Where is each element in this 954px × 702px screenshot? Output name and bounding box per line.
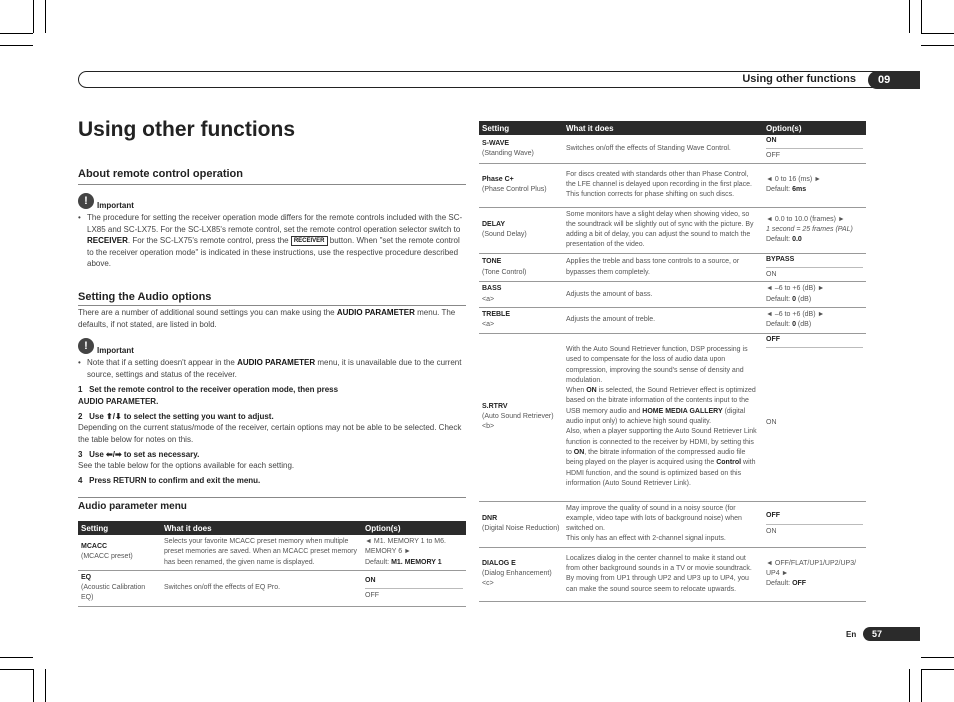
crop-mark bbox=[0, 669, 33, 670]
table-row: TONE (Tone Control) Applies the treble and bass tone controls to a source, or bypasses them completely. BYPASS ON bbox=[479, 253, 866, 282]
crop-mark bbox=[921, 657, 954, 658]
col-options: Option(s) bbox=[362, 521, 466, 535]
audio-options-heading: Setting the Audio options bbox=[78, 291, 212, 303]
crop-mark bbox=[921, 669, 922, 702]
table-header-row bbox=[78, 521, 466, 535]
important-label: Important bbox=[97, 201, 134, 210]
table-header-row bbox=[479, 121, 866, 135]
step-4: 4 Press RETURN to confirm and exit the menu. bbox=[78, 476, 261, 485]
crop-mark bbox=[33, 0, 34, 33]
audio-note: • Note that if a setting doesn't appear in the AUDIO PARAMETER menu, it is unavailable due to the current source, settings and status of the receiver. bbox=[78, 357, 466, 380]
crop-mark bbox=[921, 45, 954, 46]
table-row: DNR (Digital Noise Reduction) May improve the quality of sound in a noisy source (for example, video tape with lots of background noise) when switched on. This only has an effect with 2-channel signal inputs. OFF ON bbox=[479, 501, 866, 547]
important-icon: ! bbox=[78, 338, 94, 354]
table-row: S.RTRV (Auto Sound Retriever) <b> With the Auto Sound Retriever function, DSP processing is used to compensate for the loss of audio data upon compression, improving the sound's sense of density and modulation. When ON is selected, the Sound Retriever effect is optimized based on the bitrate information of the contents input to the USB memory audio and HOME MEDIA GALLERY (digital audio input only) to achieve high sound quality. Also, when a player supporting the Auto Sound Retriever Link function is connected to the receiver by HDMI, by setting this to ON, the bitrate information of the compressed audio file being played on the player is acquired using the Control with HDMI function, and the sound is optimized based on this information (Auto Sound Retriever Link). OFF ON bbox=[479, 333, 866, 501]
step-2: 2 Use ⬆/⬇ to select the setting you want to adjust. bbox=[78, 412, 274, 421]
divider bbox=[78, 497, 466, 498]
chapter-badge: 09 bbox=[868, 71, 920, 89]
step-2-note: Depending on the current status/mode of the receiver, certain options may not be able to be selected. Check the table below for notes on this. bbox=[78, 423, 462, 444]
col-what: What it does bbox=[161, 521, 362, 535]
table-row: DELAY (Sound Delay) Some monitors have a slight delay when showing video, so the soundtrack will be slightly out of sync with the picture. By adding a bit of delay, you can adjust the sound to match the presentation of the video. ◄ 0.0 to 10.0 (frames) ► 1 second = 25 frames (PAL) Default: 0.0 bbox=[479, 207, 866, 253]
crop-mark bbox=[0, 33, 33, 34]
col-options: Option(s) bbox=[763, 121, 866, 135]
crop-mark bbox=[921, 33, 954, 34]
crop-mark bbox=[45, 0, 46, 33]
menu-heading: Audio parameter menu bbox=[78, 501, 187, 512]
divider bbox=[78, 184, 466, 185]
crop-mark bbox=[909, 0, 910, 33]
table-row: S-WAVE (Standing Wave) Switches on/off the effects of Standing Wave Control. ON OFF bbox=[479, 135, 866, 163]
right-settings-table bbox=[479, 121, 866, 602]
header-section-title: Using other functions bbox=[742, 73, 856, 85]
crop-mark bbox=[909, 669, 910, 702]
important-icon: ! bbox=[78, 193, 94, 209]
page-title: Using other functions bbox=[78, 118, 295, 141]
important-label: Important bbox=[97, 346, 134, 355]
receiver-key-icon: RECEIVER bbox=[291, 236, 328, 246]
crop-mark bbox=[0, 45, 33, 46]
about-heading: About remote control operation bbox=[78, 168, 243, 180]
table-row: EQ (Acoustic Calibration EQ) Switches on/off the effects of EQ Pro. ON OFF bbox=[78, 570, 466, 606]
table-row: MCACC (MCACC preset) Selects your favorite MCACC preset memory when multiple preset memories are saved. When an MCACC preset memory has been renamed, the given name is displayed. ◄ M1. MEMORY 1 to M6. MEMORY 6 ► Default: M1. MEMORY 1 bbox=[78, 535, 466, 570]
table-row: DIALOG E (Dialog Enhancement) <c> Localizes dialog in the center channel to make it stand out from other background sounds in a TV or movie soundtrack. By moving from UP1 through UP2 and UP3 up to UP4, you can make the sound source seem to relocate upwards. ◄ OFF/FLAT/UP1/UP2/UP3/ UP4 ► Default: OFF bbox=[479, 547, 866, 601]
col-setting: Setting bbox=[479, 121, 563, 135]
step-3: 3 Use ⬅/➡ to set as necessary. bbox=[78, 450, 200, 459]
col-setting: Setting bbox=[78, 521, 161, 535]
divider bbox=[78, 305, 466, 306]
crop-mark bbox=[921, 0, 922, 33]
col-what: What it does bbox=[563, 121, 763, 135]
left-settings-table bbox=[78, 521, 466, 607]
about-note: • The procedure for setting the receiver operation mode differs for the remote controls included with the SC-LX85 and SC-LX75. For the SC-LX85's remote control, set the remote control operation selector switch to RECEIVER. For the SC-LX75's remote control, press the RECEIVER button. When "set the remote control to the receiver operation mode" is indicated in these instructions, use the respective procedure described above. bbox=[78, 212, 466, 270]
crop-mark bbox=[33, 669, 34, 702]
page-number: 57 bbox=[863, 627, 920, 641]
table-row: BASS <a> Adjusts the amount of bass. ◄ –6 to +6 (dB) ► Default: 0 (dB) bbox=[479, 282, 866, 308]
step-1: 1 Set the remote control to the receiver operation mode, then press AUDIO PARAMETER. bbox=[78, 385, 339, 406]
table-row: Phase C+ (Phase Control Plus) For discs created with standards other than Phase Control, the LFE channel is delayed upon recording in the first place. This function corrects for phase shifting on such discs. ◄ 0 to 16 (ms) ► Default: 6ms bbox=[479, 163, 866, 207]
table-row: TREBLE <a> Adjusts the amount of treble. ◄ –6 to +6 (dB) ► Default: 0 (dB) bbox=[479, 307, 866, 333]
footer-language: En bbox=[846, 630, 857, 639]
crop-mark bbox=[921, 669, 954, 670]
crop-mark bbox=[0, 657, 33, 658]
step-3-note: See the table below for the options available for each setting. bbox=[78, 461, 295, 470]
crop-mark bbox=[45, 669, 46, 702]
audio-intro: There are a number of additional sound settings you can make using the AUDIO PARAMETER menu. The defaults, if not stated, are listed in bold. bbox=[78, 308, 456, 329]
